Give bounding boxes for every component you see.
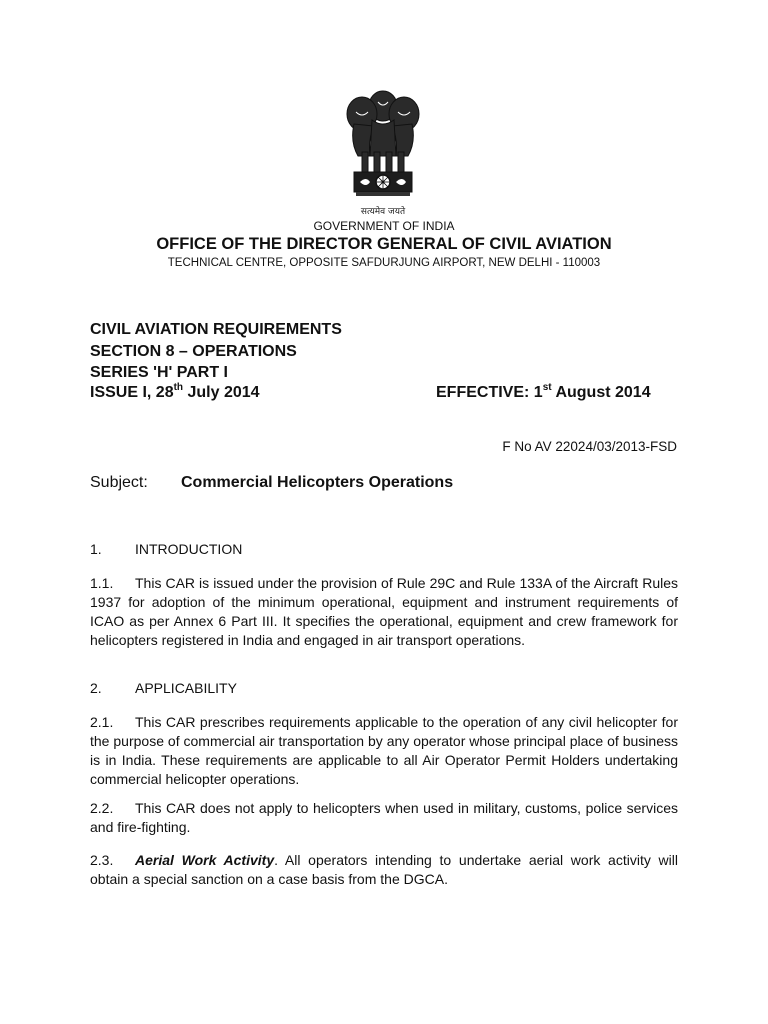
state-emblem-icon: [340, 84, 426, 218]
paragraph-number: 2.2.: [90, 800, 114, 816]
subject-label: Subject:: [90, 474, 148, 491]
issue-date-rest: July 2014: [183, 384, 260, 401]
effective-date-rest: August 2014: [551, 384, 651, 401]
paragraph-1-1: [90, 574, 678, 650]
issue-date-sup: th: [173, 382, 184, 393]
issue-date-main: ISSUE I, 28: [90, 384, 174, 401]
section-heading-introduction: [90, 541, 242, 557]
section-title: APPLICABILITY: [135, 680, 237, 696]
paragraph-text: . All operators intending to undertake aerial work activity will obtain a special sanction on a case basis from the DGCA.: [90, 852, 678, 887]
government-label: GOVERNMENT OF INDIA: [313, 219, 455, 233]
paragraph-text: This CAR prescribes requirements applicable to the operation of any civil helicopter for the purpose of commercial air transportation by any operator whose principal place of business is in India. These requirements are applicable to all Air Operator Permit Holders undertaking commercial helicopter operations.: [90, 714, 678, 787]
file-number: F No AV 22024/03/2013-FSD: [502, 439, 677, 454]
paragraph-number: 2.3.: [90, 852, 114, 868]
effective-date-sup: st: [542, 382, 552, 393]
paragraph-number: 1.1.: [90, 575, 114, 591]
paragraph-2-2: [90, 799, 678, 837]
document-series: SERIES 'H' PART I: [90, 364, 228, 381]
document-title: CIVIL AVIATION REQUIREMENTS: [90, 321, 342, 338]
paragraph-text: This CAR does not apply to helicopters when used in military, customs, police services and fire-fighting.: [90, 800, 678, 835]
section-number: 2.: [90, 680, 102, 696]
issue-date: [90, 384, 260, 402]
office-address: TECHNICAL CENTRE, OPPOSITE SAFDURJUNG AIRPORT, NEW DELHI - 110003: [167, 257, 601, 269]
section-title: INTRODUCTION: [135, 541, 243, 557]
paragraph-emphasis: Aerial Work Activity: [135, 852, 275, 868]
office-title: OFFICE OF THE DIRECTOR GENERAL OF CIVIL AVIATION: [156, 235, 612, 253]
paragraph-text: This CAR is issued under the provision of Rule 29C and Rule 133A of the Aircraft Rules 1937 for adoption of the minimum operational, equipment and instrument requirements of ICAO as per Annex 6 Part III. It specifies the operational, equipment and crew framework for helicopters registered in India and engaged in air transport operations.: [90, 575, 678, 648]
paragraph-2-3: [90, 851, 678, 889]
subject-text: Commercial Helicopters Operations: [181, 474, 454, 491]
paragraph-2-1: [90, 713, 678, 789]
effective-date: [436, 384, 651, 402]
effective-date-main: EFFECTIVE: 1: [436, 384, 543, 401]
document-section: SECTION 8 – OPERATIONS: [90, 343, 297, 360]
section-number: 1.: [90, 541, 102, 557]
section-heading-applicability: [90, 680, 237, 696]
emblem-motto: सत्यमेव जयते: [360, 207, 406, 217]
paragraph-number: 2.1.: [90, 714, 114, 730]
